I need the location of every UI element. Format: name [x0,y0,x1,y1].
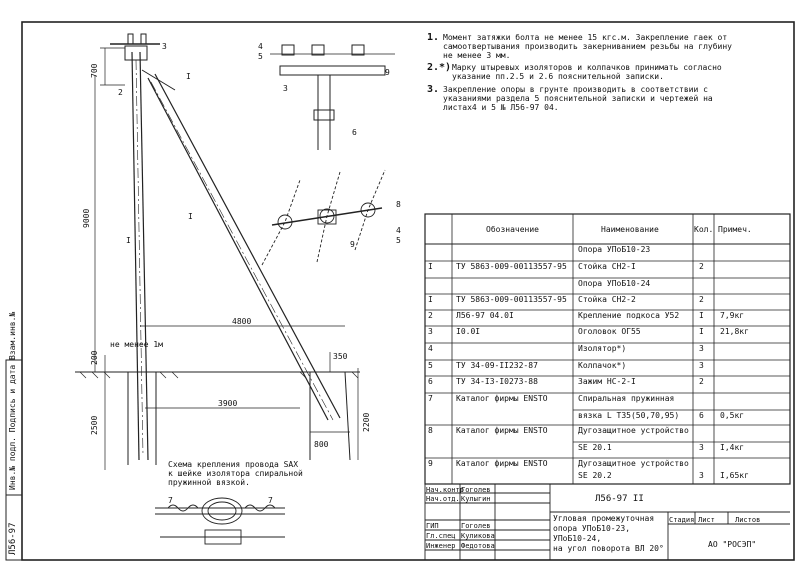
dim-3900: 3900 [218,399,238,408]
note-2-number: 2.*) [427,62,452,73]
crossarm-detail-top [270,45,395,150]
table-cell-name: вязка L T35(50,70,95) [578,411,680,420]
callout-1: I [186,72,191,81]
sheets-label: Листов [735,516,761,524]
title-person-role: ГИП [426,522,439,530]
title-line: на угол поворота ВЛ 20° [553,544,664,553]
note-line: не менее 3 мм. [443,51,511,60]
table-cell-pos: 7 [428,394,433,403]
th-note: Примеч. [718,225,752,234]
main-pole [110,34,160,460]
table-cell-name: Зажим НС-2-I [578,377,636,386]
title-person-role: Инженер [426,542,456,550]
title-line: УПоБ10-24, [553,534,602,543]
table-cell-qty: I [699,327,704,336]
table-cell-note: 21,8кг [720,327,749,336]
strut [142,70,340,420]
caption-line: пружинной вязкой. [168,478,250,487]
table-cell-name: Дугозащитное устройство [578,459,689,468]
callout-I-strut: I [188,212,193,221]
title-person-name: Гоголев [461,522,491,530]
table-cell-pos: I [428,262,433,271]
th-name: Наименование [601,225,659,234]
table-cell-name: Дугозащитное устройство [578,426,689,435]
table-cell-name: Колпачок*) [578,361,627,370]
sax-scheme [155,498,285,544]
callout-3: 3 [162,42,167,51]
title-line: опора УПоБ10-23, [553,524,631,533]
title-code: Л56-97 II [595,494,644,504]
table-cell-designation: ТУ 5863-009-00113557-95 [456,295,567,304]
dim-800: 800 [314,440,329,449]
title-person-name: Федотова [461,542,495,550]
callout-5-side: 5 [396,236,401,245]
table-cell-name: Стойка СН2-2 [578,295,636,304]
sheet-label: Лист [698,516,715,524]
title-person-role: Нач.контр [426,486,464,494]
ground-line [75,372,360,465]
table-cell-name: Оголовок ОГ55 [578,327,641,336]
table-cell-note: 0,5кг [720,411,745,420]
table-cell-name: Опора УПоБ10-23 [578,245,651,254]
table-cell-pos: I [428,295,433,304]
callout-8: 8 [396,200,401,209]
note-line: листах4 и 5 № Л56-97 04. [443,103,559,112]
table-cell-designation: ТУ 34-I3-I0273-88 [456,377,538,386]
table-cell-designation: Каталог фирмы ENSTO [456,394,548,403]
callout-4: 4 [258,42,263,51]
note-line: Закрепление опоры в грунте производить в соответствии с [443,85,708,94]
table-cell-note: I,65кг [720,471,749,480]
table-cell-qty: 2 [699,377,704,386]
dim-9000: 9000 [82,208,91,228]
table-cell-qty: 6 [699,411,704,420]
note-line: Марку штыревых изоляторов и колпачков принимать согласно [452,63,722,72]
org-name: АО "РОСЭП" [708,540,757,549]
table-cell-pos: 6 [428,377,433,386]
sax-caption [168,460,303,487]
caption-line: к шейке изолятора спиральной [168,469,303,478]
th-designation: Обозначение [486,225,539,234]
title-text [553,514,664,554]
dim-700: 700 [90,63,99,78]
callout-5: 5 [258,52,263,61]
note-line: Момент затяжки болта не менее 15 кгс.м. Закрепление гаек от [443,33,728,42]
note-1-number: 1. [427,32,440,43]
note-line: самоотвертывания производить закерниванием резьбы на глубину [443,42,732,51]
table-cell-qty: 3 [699,443,704,452]
side-stamp-code: Л56-97 [8,522,18,555]
table-cell-designation: ТУ 34-09-II232-87 [456,361,538,370]
table-cell-designation: I0.0I [456,327,481,336]
table-cell-qty: I [699,311,704,320]
caption-line: Схема крепления провода SAX [168,460,299,469]
callout-4-side: 4 [396,226,401,235]
table-cell-qty: 3 [699,344,704,353]
dim-350: 350 [333,352,348,361]
table-cell-name: Изолятор*) [578,344,627,353]
dim-4800: 4800 [232,317,252,326]
dim-2200: 2200 [362,412,371,432]
callout-6: 6 [352,128,357,137]
side-stamp-label: Инв.№ подл. Подпись и дата Взам.инв.№ [8,311,17,490]
table-cell-name: SE 20.2 [578,471,612,480]
th-qty: Кол. [694,225,714,234]
table-cell-designation: Л56-97 04.0I [456,311,514,320]
dim-not-less-1m: не менее 1м [110,340,163,349]
table-cell-qty: 2 [699,295,704,304]
table-cell-name: SE 20.1 [578,443,612,452]
table-cell-qty: 3 [699,361,704,370]
note-line: указание пп.2.5 и 2.6 пояснительной записки. [452,72,664,81]
callout-3-top: 3 [283,84,288,93]
table-cell-pos: 3 [428,327,433,336]
title-person-name: Кулыгин [461,495,491,503]
note-line: указаниями раздела 5 пояснительной записки и чертежей на [443,94,713,103]
title-person-role: Гл.спец [426,532,456,540]
table-cell-note: I,4кг [720,443,745,452]
table-cell-pos: 5 [428,361,433,370]
table-cell-designation: ТУ 5863-009-00113557-95 [456,262,567,271]
table-cell-qty: 3 [699,471,704,480]
insulator-side-view [262,170,385,265]
title-person-role: Нач.отд. [426,495,460,503]
table-cell-name: Крепление подкоса У52 [578,311,680,320]
title-person-name: Куликова [461,532,495,540]
callout-7-right: 7 [268,496,273,505]
dim-2500: 2500 [90,415,99,435]
title-line: Угловая промежуточная [553,514,655,523]
table-cell-pos: 9 [428,459,433,468]
table-cell-qty: 2 [699,262,704,271]
callout-9-side: 9 [350,240,355,249]
table-cell-pos: 2 [428,311,433,320]
table-cell-note: 7,9кг [720,311,745,320]
table-cell-designation: Каталог фирмы ENSTO [456,459,548,468]
note-1 [443,33,743,60]
callout-7-left: 7 [168,496,173,505]
table-cell-name: Стойка СН2-I [578,262,636,271]
note-3 [443,85,743,112]
table-cell-designation: Каталог фирмы ENSTO [456,426,548,435]
dim-200: 200 [90,350,99,365]
callout-I-pole: I [126,236,131,245]
callout-9-top: 9 [385,68,390,77]
table-cell-name: Опора УПоБ10-24 [578,279,651,288]
table-cell-pos: 8 [428,426,433,435]
callout-2: 2 [118,88,123,97]
note-2 [452,63,752,81]
stage-label: Стадия [669,516,695,524]
table-cell-pos: 4 [428,344,433,353]
title-person-name: Гоголев [461,486,491,494]
table-cell-name: Спиральная пружинная [578,394,675,403]
note-3-number: 3. [427,84,440,95]
